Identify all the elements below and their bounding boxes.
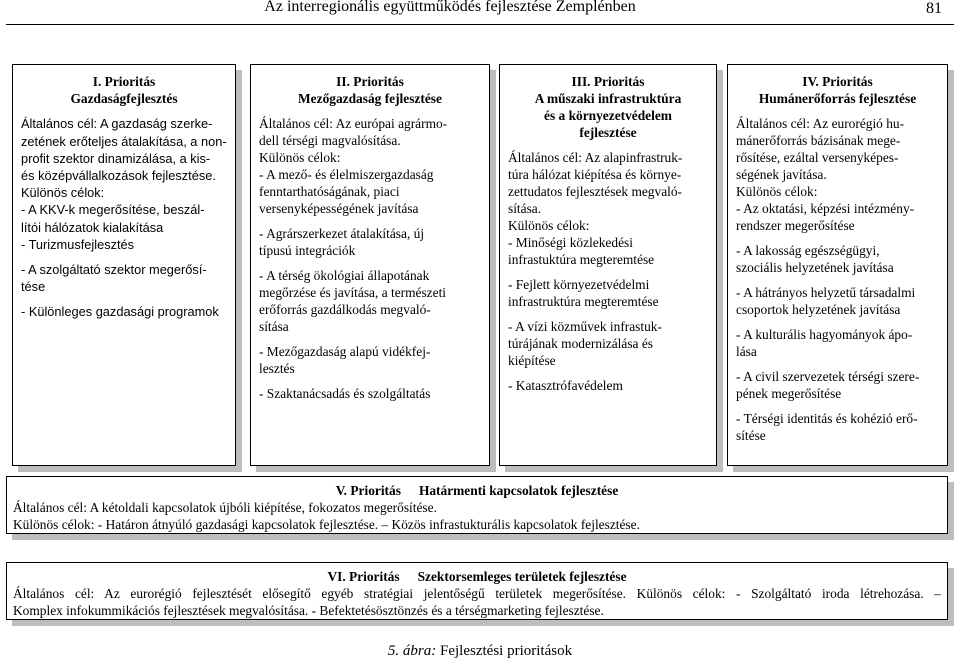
text-line: sítása	[259, 319, 289, 334]
priority-5-title	[13, 482, 941, 499]
page-header	[0, 0, 960, 24]
text-line: Különös célok:	[508, 218, 590, 233]
priority-3-text-d	[508, 377, 708, 394]
text-line: erőforrás gazdálkodás megvaló-	[259, 302, 431, 317]
text-line: - A vízi közművek infrastuk-	[508, 319, 662, 334]
text-line: - Katasztrófavédelem	[508, 378, 623, 393]
priority-4-title-line2: Humánerőforrás fejlesztése	[758, 91, 917, 106]
text-line: Különös célok:	[736, 184, 818, 199]
text-line: csoportok helyzetének javítása	[736, 302, 901, 317]
priority-4-text-a	[736, 115, 939, 234]
text-line: dell térségi magvalósítása.	[259, 133, 401, 148]
text-line: - Mezőgazdaság alapú vidékfej-	[259, 344, 431, 359]
priority-2-title	[259, 73, 481, 107]
text-line: - A lakosság egészségügyi,	[736, 243, 880, 258]
priority-box-5	[6, 476, 948, 534]
text-line: - Térségi identitás és kohézió erő-	[736, 411, 918, 426]
text-line: túrájának modernizálása és	[508, 336, 653, 351]
priority-5-title-number: V. Prioritás	[335, 483, 401, 498]
text-line: - Szaktanácsadás és szolgáltatás	[259, 386, 431, 401]
text-line: Általános cél: A gazdaság szerke-	[21, 116, 213, 132]
text-line: infrastuktúra megteremtése	[508, 252, 655, 267]
priority-1-title	[21, 73, 227, 107]
figure-caption-text: Fejlesztési prioritások	[440, 643, 573, 659]
text-line: - A civil szervezetek térségi szere-	[736, 369, 920, 384]
priority-6-specific-goals: Komplex infokummikációs fejlesztések megvalósítása. - Befektetésösztönzés és a térségmarketing fejlesztése.	[13, 603, 604, 618]
text-line: Különös célok:	[21, 185, 105, 201]
text-line: túra hálózat kiépítésa és környe-	[508, 167, 682, 182]
priority-box-2	[250, 64, 490, 466]
priority-4-title	[736, 73, 939, 107]
priority-5-general-goal: Általános cél: A kétoldali kapcsolatok újbóli kiépítése, fokozatos megerősítése.	[13, 500, 437, 515]
priority-3-title-line4: fejlesztése	[579, 125, 637, 140]
page-number: 81	[926, 0, 942, 17]
priority-3-text-b	[508, 276, 708, 310]
text-line: tése	[21, 279, 46, 295]
priority-3-text-a	[508, 149, 708, 268]
priority-box-3	[499, 64, 717, 466]
priority-2-text-a	[259, 115, 481, 217]
priority-4-text-e	[736, 368, 939, 402]
priority-1-text-b	[21, 261, 227, 295]
text-line: - A KKV-k megerősítése, beszál-	[21, 202, 205, 218]
text-line: lesztés	[259, 361, 295, 376]
text-line: rősítése, ezáltal versenyképes-	[736, 150, 899, 165]
priority-6-title-number: VI. Prioritás	[327, 569, 400, 584]
priority-1-title-line1: I. Prioritás	[92, 74, 156, 89]
text-line: sítése	[736, 428, 766, 443]
text-line: mánerőforrás bázisának mege-	[736, 133, 901, 148]
text-line: - Turizmusfejlesztés	[21, 236, 135, 252]
text-line: sítása.	[508, 201, 542, 216]
text-line: - Fejlett környezetvédelmi	[508, 277, 650, 292]
priority-box-1	[12, 64, 236, 466]
text-line: - Különleges gazdasági programok	[21, 304, 219, 320]
priority-2-title-line2: Mezőgazdaság fejlesztése	[298, 91, 442, 106]
text-line: lása	[736, 344, 757, 359]
text-line: - A szolgáltató szektor megerősí-	[21, 262, 207, 278]
priority-2-text-d	[259, 343, 481, 377]
figure-caption	[0, 643, 960, 660]
text-line: zetének erőteljes átalakítása, a non-	[21, 133, 227, 149]
priority-6-title	[13, 568, 941, 585]
priority-2-text-b	[259, 225, 481, 259]
priority-4-text-d	[736, 326, 939, 360]
text-line: típusú integrációk	[259, 243, 356, 258]
priority-2-text-e	[259, 385, 481, 402]
header-title: Az interregionális együttműködés fejlesztése Zemplénben	[264, 0, 636, 15]
text-line: infrastruktúra megteremtése	[508, 294, 659, 309]
text-line: szociális helyzetének javítása	[736, 260, 894, 275]
text-line: ségének javítása.	[736, 167, 827, 182]
text-line: - Az oktatási, képzési intézmény-	[736, 201, 915, 216]
priority-1-text-a	[21, 115, 227, 253]
text-line: lítói hálózatok kialakítása	[21, 219, 164, 235]
text-line: - Minőségi közlekedési	[508, 235, 633, 250]
text-line: Általános cél: Az európai agrármo-	[259, 116, 448, 131]
text-line: rendszer megerősítése	[736, 218, 855, 233]
text-line: profit szektor dinamizálása, a kis-	[21, 150, 211, 166]
text-line: - A térség ökológiai állapotának	[259, 268, 430, 283]
text-line: fenntarthatóságának, piaci	[259, 184, 400, 199]
text-line: megőrzése és javítása, a természeti	[259, 285, 447, 300]
text-line: Különös célok:	[259, 150, 341, 165]
priority-box-6	[6, 562, 948, 620]
text-line: Általános cél: Az eurorégió hu-	[736, 116, 905, 131]
text-line: - A mező- és élelmiszergazdaság	[259, 167, 434, 182]
priority-2-title-line1: II. Prioritás	[336, 74, 404, 89]
priority-3-text-c	[508, 318, 708, 369]
text-line: és középvállalkozások fejlesztése.	[21, 168, 216, 184]
text-line: kiépítése	[508, 353, 556, 368]
priority-6-title-name: Szektorsemleges területek fejlesztése	[417, 569, 627, 584]
priority-6-general-goal: Általános cél: Az eurorégió fejlesztését elősegítő egyéb stratégiai jelentőségű területek megerősítése. Különös célok: - Szolgáltató iroda létrehozása. –	[13, 586, 941, 601]
priority-4-title-line1: IV. Prioritás	[802, 74, 873, 89]
text-line: zettudatos fejlesztések megvaló-	[508, 184, 683, 199]
figure-caption-label: 5. ábra:	[387, 643, 437, 659]
priority-3-title	[508, 73, 708, 141]
text-line: pének megerősítése	[736, 386, 842, 401]
priority-4-text-b	[736, 242, 939, 276]
priority-3-title-line1: III. Prioritás	[571, 74, 645, 89]
priority-4-text-c	[736, 284, 939, 318]
priority-5-title-name: Határmenti kapcsolatok fejlesztése	[418, 483, 619, 498]
priority-3-title-line2: A műszaki infrastruktúra	[534, 91, 682, 106]
priority-5-specific-goals: Különös célok: - Határon átnyúló gazdasági kapcsolatok fejlesztése. – Közös infrastukturális kapcsolatok fejlesztése.	[13, 517, 640, 532]
text-line: Általános cél: Az alapinfrastruk-	[508, 150, 683, 165]
text-line: - Agrárszerkezet átalakítása, új	[259, 226, 425, 241]
text-line: versenyképességének javítása	[259, 201, 419, 216]
text-line: - A kulturális hagyományok ápo-	[736, 327, 913, 342]
priority-box-4	[727, 64, 948, 466]
header-rule	[6, 24, 954, 25]
text-line: - A hátrányos helyzetű társadalmi	[736, 285, 916, 300]
priority-1-text-c	[21, 303, 227, 320]
priority-4-text-f	[736, 410, 939, 444]
priority-3-title-line3: és a környezetvédelem	[544, 108, 672, 123]
priority-2-text-c	[259, 267, 481, 335]
priority-1-title-line2: Gazdaságfejlesztés	[70, 91, 178, 107]
